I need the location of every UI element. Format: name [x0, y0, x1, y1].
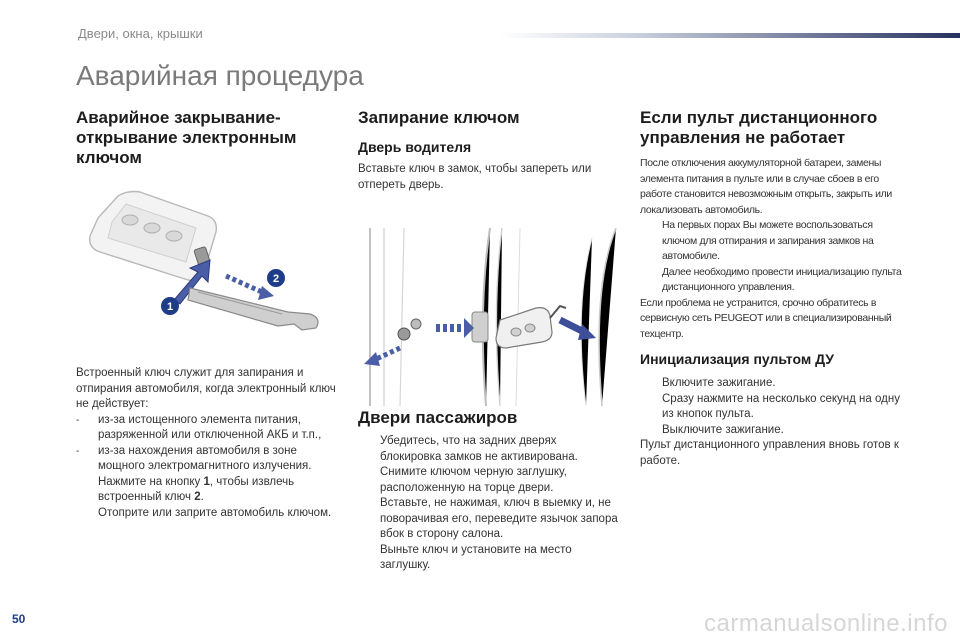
header-rule	[500, 33, 960, 38]
list-item: Далее необходимо провести инициализацию пульта дистанционного управления.	[662, 265, 902, 293]
list-item: На первых порах Вы можете воспользоваться ключом для отпирания и запирания замков на автомобиле.	[662, 219, 874, 262]
passenger-doors-steps	[358, 434, 620, 574]
emergency-key-column	[76, 108, 338, 168]
emergency-key-heading: Аварийное закрывание- открывание электронным ключом	[76, 108, 297, 167]
remote-failure-bullets	[640, 218, 908, 296]
remote-failure-heading: Если пульт дистанционного управления не работает	[640, 108, 878, 147]
emergency-key-reasons	[76, 413, 338, 522]
list-item: Вставьте, не нажимая, ключ в выемку и, не поворачивая его, переведите язычок запора вбок в сторону салона.	[380, 497, 618, 540]
list-item: Отоприте или заприте автомобиль ключом.	[98, 506, 332, 519]
section-label: Двери, окна, крышки	[78, 26, 203, 41]
callout-2-label: 2	[272, 273, 280, 285]
key-locking-heading: Запирание ключом	[358, 108, 520, 127]
emergency-key-intro: Встроенный ключ служит для запирания и отпирания автомобиля, когда электронный ключ не действует:	[76, 367, 336, 410]
remote-init-heading: Инициализация пультом ДУ	[640, 351, 834, 367]
driver-door-heading: Дверь водителя	[358, 139, 472, 155]
list-item: Включите зажигание.	[662, 377, 776, 389]
page-title: Аварийная процедура	[76, 60, 364, 91]
list-item: Снимите ключом черную заглушку, расположенную на торце двери.	[380, 466, 567, 494]
remote-init-steps	[640, 376, 908, 438]
list-item: Сразу нажмите на несколько секунд на одну из кнопок пульта.	[662, 392, 900, 420]
dash-marker: -	[76, 445, 80, 457]
passenger-doors-section	[358, 408, 620, 574]
key-locking-column	[358, 108, 620, 193]
page-number: 50	[12, 612, 26, 626]
key-fob-illustration	[78, 188, 336, 338]
callout-1-label: 1	[166, 301, 174, 313]
list-item: Выключите зажигание.	[662, 423, 784, 436]
list-item: Нажмите на кнопку 1, чтобы извлечь встроенный ключ 2.	[98, 475, 295, 503]
watermark: carmanualsonline.info	[704, 610, 948, 637]
list-item: - из-за нахождения автомобиля в зоне мощного электромагнитного излучения.	[76, 444, 312, 472]
remote-failure-column	[640, 108, 908, 342]
passenger-doors-heading: Двери пассажиров	[358, 408, 518, 427]
remote-failure-intro: После отключения аккумуляторной батареи, замены элемента питания в пульте или в случае сбоев в его работе становится невозможным открыть, закрыть или локализовать автомобиль.	[640, 157, 892, 216]
list-item: Убедитесь, что на задних дверях блокировка замков не активирована.	[380, 435, 578, 463]
emergency-key-text	[76, 366, 338, 521]
driver-door-text: Вставьте ключ в замок, чтобы запереть или отпереть дверь.	[358, 163, 592, 191]
list-item: Выньте ключ и установите на место заглушку.	[380, 543, 572, 571]
list-item: - из-за истощенного элемента питания, разряженной или отключенной АКБ и т.п.,	[76, 413, 322, 441]
remote-init-result: Пульт дистанционного управления вновь готов к работе.	[640, 439, 899, 467]
dash-marker: -	[76, 414, 80, 426]
remote-failure-outro: Если проблема не устранится, срочно обратитесь в сервисную сеть PEUGEOT или в специализированный техцентр.	[640, 296, 892, 340]
door-lock-illustration	[360, 228, 620, 406]
remote-init-section	[640, 350, 908, 469]
